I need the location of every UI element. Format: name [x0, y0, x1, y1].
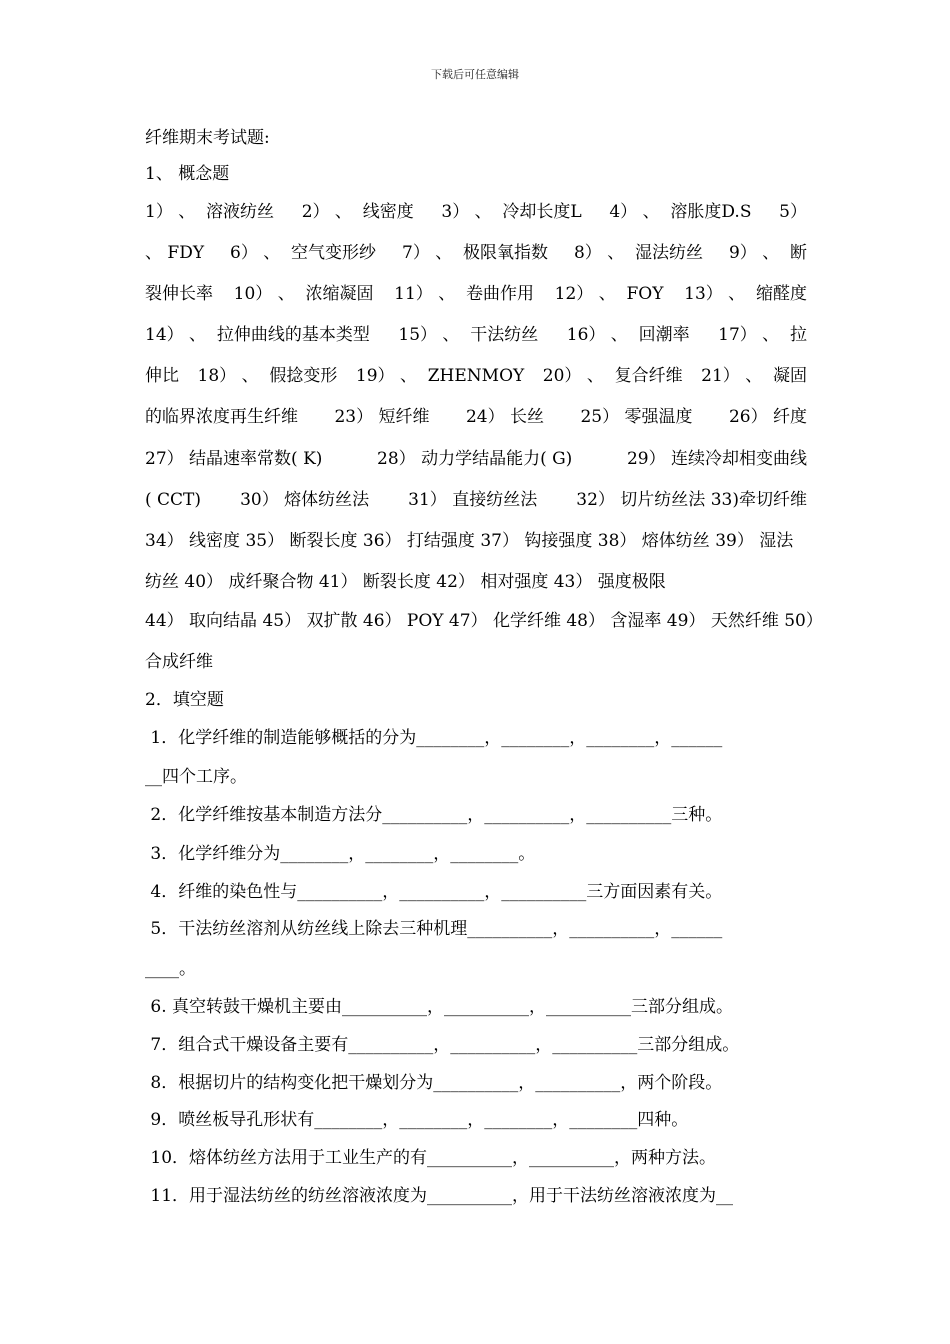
- term-item: 裂伸长率: [145, 284, 213, 304]
- section-2-heading: 2．填空题: [145, 690, 224, 710]
- term-item: 30） 熔体纺丝法: [240, 490, 370, 510]
- term-item: 23） 短纤维: [334, 407, 430, 427]
- question-line: 11．用于湿法纺丝的纺丝溶液浓度为__________，用于干法纺丝溶液浓度为__: [145, 1186, 734, 1206]
- term-item: 14） 、 拉伸曲线的基本类型: [145, 325, 370, 345]
- term-line: [145, 488, 807, 512]
- term-item: 27） 结晶速率常数( K): [145, 449, 323, 469]
- term-item: 32） 切片纺丝法 33)牵切纤维: [576, 490, 807, 510]
- term-item: 9） 、 断: [728, 243, 807, 263]
- question-line: 3．化学纤维分为________，________，________。: [145, 844, 536, 864]
- question-line: ____。: [145, 959, 196, 979]
- term-item: 、 FDY: [145, 243, 205, 263]
- term-item: 2） 、 线密度: [301, 202, 414, 222]
- term-item: 18） 、 假捻变形: [197, 366, 338, 386]
- term-line: [145, 200, 807, 224]
- term-item: 6） 、 空气变形纱: [230, 243, 377, 263]
- question-line: 6. 真空转鼓干燥机主要由__________，__________，__________三部分组成。: [145, 997, 734, 1017]
- question-line: 2．化学纤维按基本制造方法分__________，__________，__________三种。: [145, 805, 723, 825]
- term-item: 1） 、 溶液纺丝: [145, 202, 275, 222]
- question-line: 7．组合式干燥设备主要有__________，__________，__________三部分组成。: [145, 1035, 740, 1055]
- term-item: 20） 、 复合纤维: [542, 366, 683, 386]
- term-item: 合成纤维: [145, 652, 213, 672]
- term-item: 5）: [779, 202, 807, 222]
- term-line: [145, 241, 807, 265]
- term-item: 26） 纤度: [728, 407, 807, 427]
- question-line: 10．熔体纺丝方法用于工业生产的有__________，__________，两种方法。: [145, 1148, 717, 1168]
- term-item: 16） 、 回潮率: [566, 325, 690, 345]
- term-line: [145, 282, 807, 306]
- term-line: [145, 529, 807, 553]
- term-line: [145, 364, 807, 388]
- question-line: 4．纤维的染色性与__________，__________，__________三方面因素有关。: [145, 882, 723, 902]
- term-item: 的临界浓度再生纤维: [145, 407, 298, 427]
- term-line: [145, 447, 807, 471]
- term-item: 伸比: [145, 366, 179, 386]
- term-line: [145, 323, 807, 347]
- term-item: 24） 长丝: [465, 407, 544, 427]
- term-item: 19） 、 ZHENMOY: [355, 366, 525, 386]
- term-item: 21） 、 凝固: [701, 366, 807, 386]
- term-item: 4） 、 溶胀度D.S: [609, 202, 752, 222]
- question-line: 5．干法纺丝溶剂从纺丝线上除去三种机理__________，__________，______: [145, 919, 723, 939]
- term-item: 28） 动力学结晶能力( G): [377, 449, 573, 469]
- term-item: 25） 零强温度: [580, 407, 693, 427]
- term-item: 纺丝 40） 成纤聚合物 41） 断裂长度 42） 相对强度 43） 强度极限: [145, 572, 666, 592]
- term-item: 8） 、 湿法纺丝: [573, 243, 704, 263]
- term-item: 12） 、 FOY: [554, 284, 664, 304]
- term-line: [145, 405, 807, 429]
- section-1-heading: 1、 概念题: [145, 164, 230, 184]
- term-item: 29） 连续冷却相变曲线: [626, 449, 807, 469]
- term-line: [145, 650, 807, 674]
- term-item: 3） 、 冷却长度L: [441, 202, 582, 222]
- term-item: 7） 、 极限氧指数: [402, 243, 549, 263]
- question-line: 9．喷丝板导孔形状有________，________，________，________四种。: [145, 1110, 689, 1130]
- term-item: 31） 直接纺丝法: [408, 490, 538, 510]
- term-line: [145, 609, 823, 633]
- term-item: 34） 线密度 35） 断裂长度 36） 打结强度 37） 钩接强度 38） 熔体纺丝 39） 湿法: [145, 531, 794, 551]
- question-line: 8．根据切片的结构变化把干燥划分为__________，__________，两个阶段。: [145, 1073, 723, 1093]
- term-item: 13） 、 缩醛度: [684, 284, 807, 304]
- question-line: __四个工序。: [145, 767, 247, 787]
- term-line: [145, 570, 807, 594]
- term-item: 11） 、 卷曲作用: [394, 284, 534, 304]
- term-item: 15） 、 干法纺丝: [398, 325, 539, 345]
- term-item: 44） 取向结晶 45） 双扩散 46） POY 47） 化学纤维 48） 含湿率 49） 天然纤维 50）: [145, 611, 823, 631]
- term-item: 17） 、 拉: [718, 325, 807, 345]
- page-header: 下载后可任意编辑: [431, 68, 519, 81]
- term-item: 10） 、 浓缩凝固: [233, 284, 374, 304]
- question-line: 1．化学纤维的制造能够概括的分为________，________，________，______: [145, 728, 723, 748]
- document-title: 纤维期末考试题:: [145, 128, 270, 148]
- term-item: ( CCT): [145, 490, 202, 510]
